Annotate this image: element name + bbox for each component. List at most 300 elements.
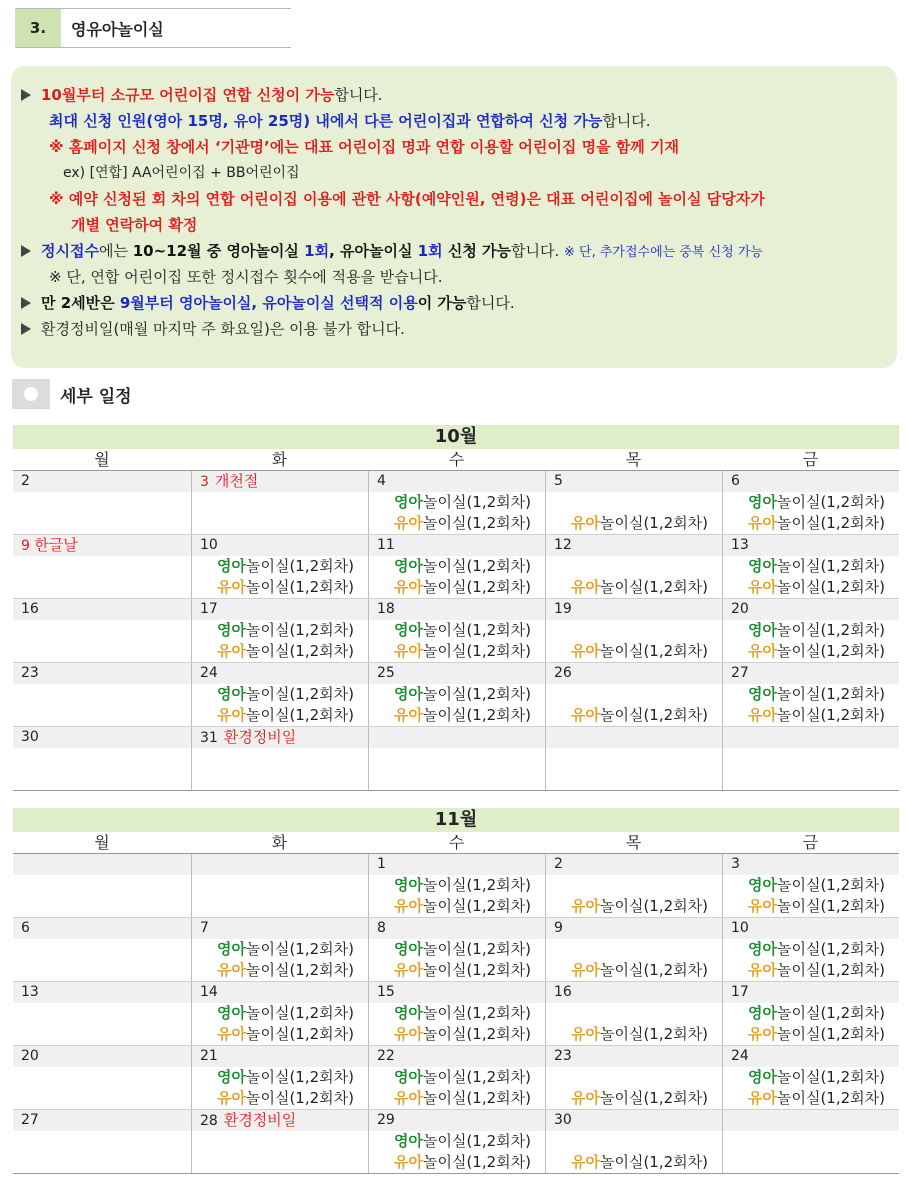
room-schedule	[571, 875, 708, 917]
day-bar	[369, 1110, 545, 1131]
room-schedule	[571, 1003, 708, 1045]
room-schedule	[571, 1067, 708, 1109]
infant-prefix: 영아	[748, 493, 777, 511]
toddler-room-slot	[394, 641, 531, 662]
infant-suffix: 놀이실(1,2회차)	[776, 940, 885, 958]
room-schedule	[394, 1131, 531, 1173]
toddler-suffix: 놀이실(1,2회차)	[599, 514, 708, 532]
infant-suffix: 놀이실(1,2회차)	[422, 940, 531, 958]
day-bar	[546, 1110, 722, 1131]
room-schedule	[748, 1067, 885, 1109]
calendar-day-cell	[722, 1046, 899, 1109]
calendar-day-cell	[545, 471, 722, 534]
day-number: 11	[377, 537, 395, 553]
calendar-day-cell	[545, 982, 722, 1045]
infant-prefix: 영아	[748, 621, 777, 639]
toddler-suffix: 놀이실(1,2회차)	[776, 706, 885, 724]
calendar-day-cell	[722, 663, 899, 726]
toddler-room-slot	[394, 960, 531, 981]
toddler-room-slot	[394, 896, 531, 917]
weekday-label: 화	[271, 833, 288, 852]
toddler-room-slot	[748, 513, 885, 534]
calendar-day-cell	[13, 599, 191, 662]
infant-prefix: 영아	[217, 1004, 246, 1022]
day-bar	[192, 727, 368, 748]
room-schedule	[571, 684, 708, 726]
toddler-suffix: 놀이실(1,2회차)	[422, 706, 531, 724]
room-schedule	[571, 939, 708, 981]
day-bar	[723, 535, 899, 556]
day-bar	[723, 663, 899, 684]
day-number: 17	[731, 984, 749, 1000]
calendar-day-cell	[722, 599, 899, 662]
room-schedule	[394, 1003, 531, 1045]
empty-slot	[571, 875, 708, 896]
day-bar	[192, 599, 368, 620]
toddler-prefix: 유아	[217, 1089, 246, 1107]
infant-room-slot	[748, 620, 885, 641]
room-schedule	[217, 620, 354, 662]
infant-suffix: 놀이실(1,2회차)	[776, 876, 885, 894]
day-number: 3	[200, 474, 209, 490]
day-number: 26	[554, 665, 572, 681]
day-bar	[13, 854, 191, 875]
toddler-prefix: 유아	[394, 1025, 423, 1043]
day-bar	[723, 471, 899, 492]
infant-suffix: 놀이실(1,2회차)	[245, 621, 354, 639]
calendar-day-cell	[368, 1110, 545, 1173]
infant-room-slot	[748, 939, 885, 960]
infant-prefix: 영아	[394, 557, 423, 575]
calendar-day-cell	[368, 471, 545, 534]
calendar-day-cell	[13, 1046, 191, 1109]
day-bar	[723, 918, 899, 939]
calendar-day-cell	[545, 663, 722, 726]
infant-suffix: 놀이실(1,2회차)	[776, 493, 885, 511]
calendar-day-cell	[722, 854, 899, 917]
day-bar	[13, 1110, 191, 1131]
toddler-suffix: 놀이실(1,2회차)	[776, 578, 885, 596]
day-number: 5	[554, 473, 563, 489]
toddler-prefix: 유아	[748, 961, 777, 979]
toddler-room-slot	[571, 1024, 708, 1045]
toddler-prefix: 유아	[571, 578, 600, 596]
infant-prefix: 영아	[217, 1068, 246, 1086]
calendar-day-cell	[13, 471, 191, 534]
day-bar	[13, 471, 191, 492]
day-bar	[723, 727, 899, 748]
toddler-room-slot	[217, 1088, 354, 1109]
calendar-week-row	[13, 599, 899, 663]
holiday-label: 한글날	[34, 536, 78, 554]
toddler-suffix: 놀이실(1,2회차)	[776, 897, 885, 915]
infant-room-slot	[217, 684, 354, 705]
calendar-day-cell	[722, 727, 899, 790]
toddler-room-slot	[394, 705, 531, 726]
infant-prefix: 영아	[217, 621, 246, 639]
calendar-day-cell	[13, 535, 191, 598]
infant-room-slot	[394, 939, 531, 960]
day-bar	[192, 471, 368, 492]
day-number: 24	[200, 665, 218, 681]
day-number: 23	[21, 665, 39, 681]
infant-room-slot	[394, 620, 531, 641]
toddler-room-slot	[394, 513, 531, 534]
room-schedule	[748, 875, 885, 917]
infant-room-slot	[748, 556, 885, 577]
detail-schedule-heading	[12, 378, 132, 410]
section-title: 영유아놀이실	[71, 19, 164, 39]
calendar-day-cell	[545, 918, 722, 981]
infant-room-slot	[748, 875, 885, 896]
toddler-prefix: 유아	[394, 706, 423, 724]
day-number: 28	[200, 1113, 218, 1129]
calendar-day-cell	[191, 471, 368, 534]
infant-suffix: 놀이실(1,2회차)	[776, 1004, 885, 1022]
toddler-room-slot	[394, 1088, 531, 1109]
calendar-day-cell	[545, 854, 722, 917]
toddler-prefix: 유아	[571, 897, 600, 915]
calendar-day-cell	[13, 727, 191, 790]
infant-room-slot	[748, 684, 885, 705]
calendar-day-cell	[368, 918, 545, 981]
room-schedule	[394, 1067, 531, 1109]
infant-room-slot	[394, 492, 531, 513]
calendar-day-cell	[191, 663, 368, 726]
weekday-label: 월	[94, 833, 110, 852]
day-number: 6	[731, 473, 740, 489]
holiday-label: 개천절	[214, 472, 259, 490]
infant-prefix: 영아	[394, 1068, 423, 1086]
infant-suffix: 놀이실(1,2회차)	[422, 557, 531, 575]
room-schedule	[394, 684, 531, 726]
day-bar	[13, 918, 191, 939]
toddler-room-slot	[217, 577, 354, 598]
room-schedule	[748, 492, 885, 534]
infant-prefix: 영아	[394, 1004, 423, 1022]
toddler-suffix: 놀이실(1,2회차)	[599, 1089, 708, 1107]
calendar-week-row	[13, 854, 899, 918]
toddler-prefix: 유아	[748, 706, 777, 724]
day-bar	[369, 599, 545, 620]
toddler-prefix: 유아	[394, 961, 423, 979]
day-bar	[369, 918, 545, 939]
toddler-suffix: 놀이실(1,2회차)	[245, 1089, 354, 1107]
holiday-label: 환경정비일	[223, 1111, 297, 1129]
day-number: 25	[377, 665, 395, 681]
toddler-room-slot	[571, 960, 708, 981]
day-number: 14	[200, 984, 218, 1000]
infant-prefix: 영아	[394, 493, 423, 511]
infant-room-slot	[394, 556, 531, 577]
day-number: 22	[377, 1048, 395, 1064]
infant-prefix: 영아	[394, 940, 423, 958]
infant-suffix: 놀이실(1,2회차)	[245, 1068, 354, 1086]
toddler-suffix: 놀이실(1,2회차)	[422, 1025, 531, 1043]
day-bar	[192, 918, 368, 939]
calendar-day-cell	[13, 663, 191, 726]
calendar-week-row	[13, 918, 899, 982]
toddler-suffix: 놀이실(1,2회차)	[422, 1089, 531, 1107]
infant-room-slot	[217, 556, 354, 577]
toddler-room-slot	[571, 1088, 708, 1109]
infant-room-slot	[394, 875, 531, 896]
infant-prefix: 영아	[217, 940, 246, 958]
infant-prefix: 영아	[217, 685, 246, 703]
calendar-month-title: 11월	[13, 808, 899, 832]
calendar-day-cell	[545, 599, 722, 662]
calendar-day-cell	[545, 727, 722, 790]
toddler-prefix: 유아	[748, 897, 777, 915]
infant-suffix: 놀이실(1,2회차)	[422, 876, 531, 894]
infant-suffix: 놀이실(1,2회차)	[422, 493, 531, 511]
calendar-month-title: 10월	[13, 425, 899, 449]
day-number: 9	[554, 920, 563, 936]
day-bar	[546, 663, 722, 684]
toddler-suffix: 놀이실(1,2회차)	[422, 897, 531, 915]
holiday-label: 환경정비일	[223, 728, 297, 746]
day-number: 27	[731, 665, 749, 681]
room-schedule	[571, 556, 708, 598]
toddler-prefix: 유아	[394, 642, 423, 660]
day-bar	[192, 1046, 368, 1067]
day-bar	[192, 982, 368, 1003]
calendar-week-row	[13, 982, 899, 1046]
infant-room-slot	[748, 1003, 885, 1024]
day-number: 23	[554, 1048, 572, 1064]
calendar-day-cell	[368, 854, 545, 917]
day-bar	[723, 1110, 899, 1131]
infant-room-slot	[394, 1131, 531, 1152]
room-schedule	[394, 620, 531, 662]
day-bar	[723, 1046, 899, 1067]
section-header	[15, 8, 291, 48]
room-schedule	[217, 1067, 354, 1109]
infant-prefix: 영아	[748, 940, 777, 958]
bullet-triangle-icon	[21, 323, 31, 335]
day-bar	[723, 599, 899, 620]
calendar-day-cell	[13, 918, 191, 981]
infant-room-slot	[217, 939, 354, 960]
calendar-november	[13, 808, 899, 1174]
toddler-room-slot	[571, 641, 708, 662]
toddler-suffix: 놀이실(1,2회차)	[776, 961, 885, 979]
calendar-day-cell	[722, 535, 899, 598]
heading-circle-icon	[12, 379, 50, 409]
calendar-week-row	[13, 663, 899, 727]
calendar-day-cell	[368, 1046, 545, 1109]
toddler-suffix: 놀이실(1,2회차)	[599, 1025, 708, 1043]
notice-line-1: 10월부터 소규모 어린이집 연합 신청이 가능합니다.	[19, 82, 897, 108]
day-number: 2	[554, 856, 563, 872]
empty-slot	[571, 620, 708, 641]
infant-suffix: 놀이실(1,2회차)	[422, 1068, 531, 1086]
toddler-suffix: 놀이실(1,2회차)	[245, 578, 354, 596]
calendar-day-cell	[191, 599, 368, 662]
calendar-day-cell	[191, 918, 368, 981]
weekday-label: 금	[802, 450, 819, 469]
day-number: 31	[200, 730, 218, 746]
infant-suffix: 놀이실(1,2회차)	[245, 557, 354, 575]
infant-prefix: 영아	[748, 685, 777, 703]
day-bar	[369, 663, 545, 684]
infant-prefix: 영아	[394, 621, 423, 639]
toddler-suffix: 놀이실(1,2회차)	[776, 642, 885, 660]
calendar-day-cell	[545, 1110, 722, 1173]
day-bar	[192, 663, 368, 684]
infant-suffix: 놀이실(1,2회차)	[776, 1068, 885, 1086]
room-schedule	[217, 1003, 354, 1045]
day-number: 13	[21, 984, 39, 1000]
bullet-triangle-icon	[21, 245, 31, 257]
day-bar	[546, 918, 722, 939]
calendar-day-cell	[545, 1046, 722, 1109]
day-number: 21	[200, 1048, 218, 1064]
toddler-suffix: 놀이실(1,2회차)	[599, 1153, 708, 1171]
room-schedule	[394, 939, 531, 981]
day-bar	[13, 599, 191, 620]
notice-line-2: 최대 신청 인원(영아 15명, 유아 25명) 내에서 다른 어린이집과 연합하여 신청 가능합니다.	[49, 112, 651, 130]
room-schedule	[571, 492, 708, 534]
toddler-prefix: 유아	[571, 514, 600, 532]
infant-prefix: 영아	[394, 876, 423, 894]
empty-slot	[571, 1131, 708, 1152]
room-schedule	[394, 556, 531, 598]
day-number: 6	[21, 920, 30, 936]
infant-room-slot	[217, 1067, 354, 1088]
toddler-prefix: 유아	[394, 578, 423, 596]
day-number: 2	[21, 473, 30, 489]
toddler-room-slot	[748, 896, 885, 917]
calendar-day-cell	[722, 918, 899, 981]
day-bar	[13, 982, 191, 1003]
infant-suffix: 놀이실(1,2회차)	[245, 940, 354, 958]
toddler-room-slot	[394, 577, 531, 598]
toddler-suffix: 놀이실(1,2회차)	[599, 897, 708, 915]
notice-line-10: 환경정비일(매월 마지막 주 화요일)은 이용 불가 합니다.	[19, 316, 897, 342]
calendar-day-cell	[368, 727, 545, 790]
notice-line-4: ex) [연합] AA어린이집 + BB어린이집	[63, 165, 300, 181]
day-bar	[13, 1046, 191, 1067]
room-schedule	[394, 492, 531, 534]
day-number: 10	[200, 537, 218, 553]
toddler-suffix: 놀이실(1,2회차)	[422, 642, 531, 660]
room-schedule	[217, 684, 354, 726]
toddler-suffix: 놀이실(1,2회차)	[245, 642, 354, 660]
toddler-room-slot	[571, 513, 708, 534]
day-number: 24	[731, 1048, 749, 1064]
toddler-prefix: 유아	[571, 1153, 600, 1171]
toddler-suffix: 놀이실(1,2회차)	[776, 1025, 885, 1043]
infant-suffix: 놀이실(1,2회차)	[776, 621, 885, 639]
toddler-prefix: 유아	[748, 514, 777, 532]
toddler-room-slot	[394, 1152, 531, 1173]
toddler-prefix: 유아	[394, 1153, 423, 1171]
toddler-room-slot	[748, 641, 885, 662]
day-bar	[546, 727, 722, 748]
toddler-prefix: 유아	[217, 642, 246, 660]
room-schedule	[748, 1003, 885, 1045]
room-schedule	[217, 556, 354, 598]
calendar-day-cell	[191, 727, 368, 790]
day-number: 19	[554, 601, 572, 617]
infant-prefix: 영아	[394, 685, 423, 703]
detail-schedule-title: 세부 일정	[60, 386, 132, 407]
toddler-suffix: 놀이실(1,2회차)	[422, 961, 531, 979]
toddler-prefix: 유아	[748, 1089, 777, 1107]
room-schedule	[571, 1131, 708, 1173]
weekday-label: 월	[94, 450, 110, 469]
toddler-prefix: 유아	[217, 578, 246, 596]
calendar-week-row	[13, 535, 899, 599]
bullet-triangle-icon	[21, 297, 31, 309]
infant-prefix: 영아	[748, 557, 777, 575]
toddler-prefix: 유아	[217, 961, 246, 979]
calendar-day-cell	[191, 982, 368, 1045]
calendar-day-cell	[722, 1110, 899, 1173]
toddler-room-slot	[217, 1024, 354, 1045]
day-bar	[369, 854, 545, 875]
infant-prefix: 영아	[394, 1132, 423, 1150]
day-number: 4	[377, 473, 386, 489]
toddler-room-slot	[571, 1152, 708, 1173]
weekday-label: 화	[271, 450, 288, 469]
day-number: 16	[21, 601, 39, 617]
toddler-suffix: 놀이실(1,2회차)	[245, 961, 354, 979]
infant-room-slot	[748, 1067, 885, 1088]
toddler-room-slot	[748, 1024, 885, 1045]
infant-room-slot	[394, 1003, 531, 1024]
day-number: 30	[554, 1112, 572, 1128]
calendar-day-cell	[368, 663, 545, 726]
section-number: 3.	[15, 9, 61, 47]
calendar-day-cell	[13, 854, 191, 917]
room-schedule	[394, 875, 531, 917]
infant-suffix: 놀이실(1,2회차)	[422, 685, 531, 703]
weekday-label: 수	[448, 833, 465, 852]
toddler-prefix: 유아	[571, 706, 600, 724]
toddler-room-slot	[571, 577, 708, 598]
weekday-label: 목	[625, 450, 642, 469]
day-bar	[369, 535, 545, 556]
toddler-room-slot	[748, 960, 885, 981]
day-number: 20	[731, 601, 749, 617]
day-bar	[546, 471, 722, 492]
room-schedule	[748, 620, 885, 662]
toddler-room-slot	[394, 1024, 531, 1045]
empty-slot	[571, 556, 708, 577]
day-number: 1	[377, 856, 386, 872]
day-number: 27	[21, 1112, 39, 1128]
notice-box	[11, 66, 897, 368]
toddler-prefix: 유아	[394, 514, 423, 532]
calendar-day-cell	[722, 982, 899, 1045]
toddler-prefix: 유아	[571, 1089, 600, 1107]
room-schedule	[748, 556, 885, 598]
room-schedule	[571, 620, 708, 662]
calendar-day-cell	[368, 599, 545, 662]
calendar-day-cell	[368, 982, 545, 1045]
toddler-room-slot	[217, 705, 354, 726]
bullet-triangle-icon	[21, 89, 31, 101]
infant-suffix: 놀이실(1,2회차)	[245, 685, 354, 703]
infant-suffix: 놀이실(1,2회차)	[422, 1132, 531, 1150]
toddler-suffix: 놀이실(1,2회차)	[245, 706, 354, 724]
day-number: 8	[377, 920, 386, 936]
toddler-prefix: 유아	[571, 961, 600, 979]
day-bar	[192, 1110, 368, 1131]
calendar-day-cell	[13, 1110, 191, 1173]
